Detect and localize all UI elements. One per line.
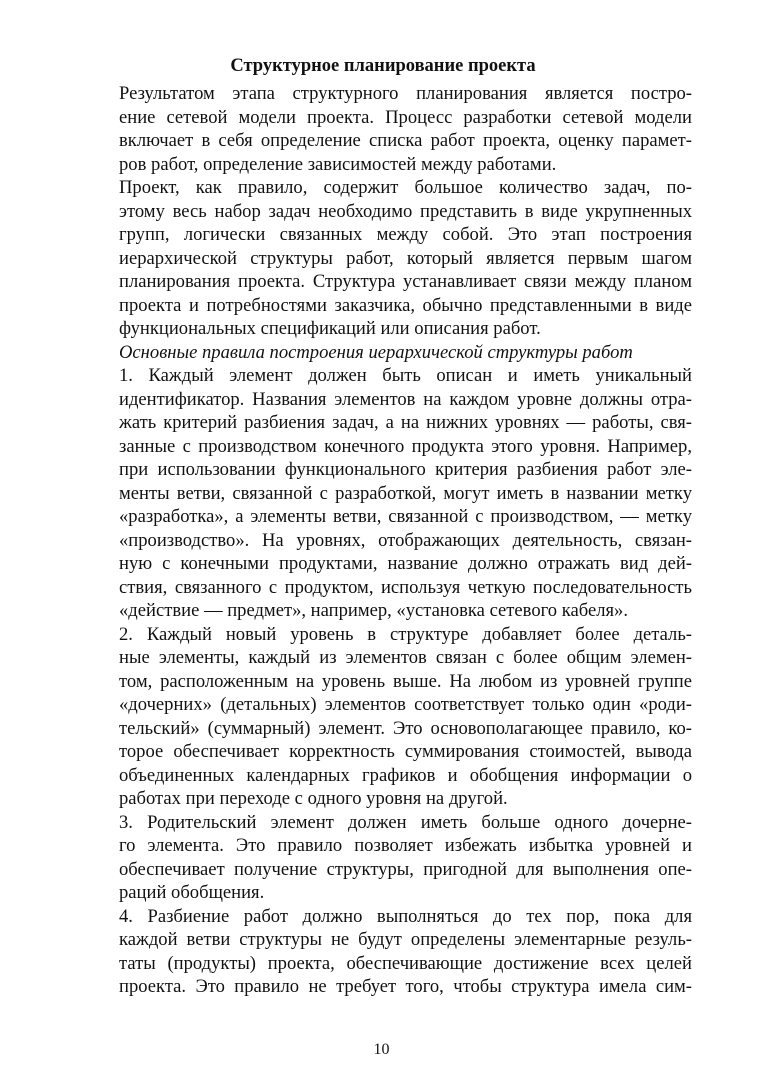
text-line: «действие — предмет», например, «установка сетевого кабеля». <box>119 600 628 621</box>
text-line: 1. Каждый элемент должен быть описан и иметь уникальный <box>119 365 692 386</box>
text-line: работах при переходе с одного уровня на другой. <box>119 788 508 809</box>
document-page <box>74 54 692 999</box>
text-line: 3. Родительский элемент должен иметь больше одного дочерне- <box>119 811 692 833</box>
text-line: жать критерий разбиения задач, а на нижних уровнях — работы, свя- <box>119 412 692 433</box>
text-line: функциональных спецификаций или описания работ. <box>119 318 541 339</box>
text-line: ные элементы, каждый из элементов связан с более общим элемен- <box>119 647 692 668</box>
rules-subheading: Основные правила построения иерархической структуры работ <box>119 341 633 363</box>
body-paragraph <box>74 82 692 176</box>
text-line: раций обобщения. <box>119 882 265 903</box>
text-line: каждой ветви структуры не будут определены элементарные резуль- <box>119 929 692 950</box>
text-line: объединенных календарных графиков и обобщения информации о <box>119 764 692 786</box>
text-line: включает в себя определение списка работ проекта, оценку парамет- <box>119 130 692 151</box>
text-line: ствия, связанного с продуктом, используя четкую последовательность <box>119 576 692 598</box>
text-line: Проект, как правило, содержит большое количество задач, по- <box>119 177 692 198</box>
text-line: ную с конечными продуктами, название должно отражать вид дей- <box>119 553 692 574</box>
text-line: проекта. Это правило не требует того, чтобы структура имела сим- <box>119 976 692 997</box>
text-line: таты (продукты) проекта, обеспечивающие достижение всех целей <box>119 952 692 974</box>
text-line: этому весь набор задач необходимо представить в виде укрупненных <box>119 200 692 222</box>
rules-list <box>74 364 692 999</box>
text-line: проекта и потребностями заказчика, обычно представленными в виде <box>119 294 692 316</box>
text-line: обеспечивает получение структуры, пригодной для выполнения опе- <box>119 858 692 880</box>
text-line: планирования проекта. Структура устанавливает связи между планом <box>119 271 692 292</box>
rule-item <box>74 811 692 905</box>
text-line: 4. Разбиение работ должно выполняться до тех пор, пока для <box>119 905 692 927</box>
text-line: го элемента. Это правило позволяет избежать избытка уровней и <box>119 835 692 856</box>
text-line: «разработка», а элементы ветви, связанной с производством, — метку <box>119 506 692 527</box>
text-line: торое обеспечивает корректность суммирования стоимостей, вывода <box>119 741 692 762</box>
text-line: 2. Каждый новый уровень в структуре добавляет более деталь- <box>119 623 692 645</box>
intro-paragraphs <box>74 82 692 341</box>
section-title: Структурное планирование проекта <box>230 56 536 76</box>
text-line: при использовании функционального критерия разбиения работ эле- <box>119 459 692 480</box>
text-line: ение сетевой модели проекта. Процесс разработки сетевой модели <box>119 106 692 128</box>
text-line: идентификатор. Названия элементов на каждом уровне должны отра- <box>119 388 692 410</box>
text-line: занные с производством конечного продукта этого уровня. Например, <box>119 435 692 457</box>
text-line: менты ветви, связанной с разработкой, могут иметь в названии метку <box>119 482 692 504</box>
text-line: тельский» (суммарный) элемент. Это основополагающее правило, ко- <box>119 717 692 739</box>
text-line: Результатом этапа структурного планирования является постро- <box>119 83 692 104</box>
rule-item <box>74 905 692 999</box>
rule-item <box>74 623 692 811</box>
body-paragraph <box>74 176 692 341</box>
rule-item <box>74 364 692 623</box>
text-line: «производство». На уровнях, отображающих деятельность, связан- <box>119 529 692 551</box>
text-line: «дочерних» (детальных) элементов соответствует только один «роди- <box>119 694 692 715</box>
text-line: ров работ, определение зависимостей между работами. <box>119 153 557 175</box>
text-line: том, расположенным на уровень выше. На любом из уровней группе <box>119 670 692 692</box>
page-number: 10 <box>373 1041 390 1058</box>
text-line: иерархической структуры работ, который является первым шагом <box>119 247 692 269</box>
text-line: групп, логически связанных между собой. Это этап построения <box>119 224 692 245</box>
